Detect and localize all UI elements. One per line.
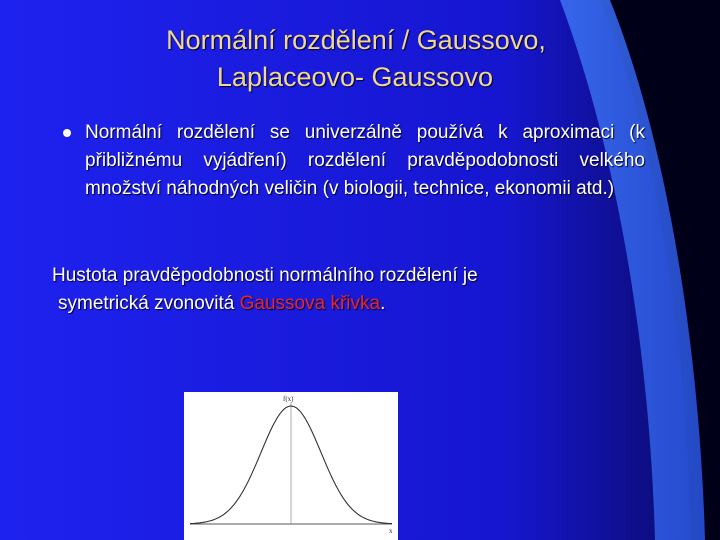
bullet-text: Normální rozdělení se univerzálně používá k aproximaci (k přibližnému vyjádření) rozdělení pravděpodobnosti velkého množství náhodných veličin (v biologii, technice, ekonomii atd.) [85, 122, 645, 199]
paragraph-suffix: . [380, 293, 386, 314]
density-paragraph [46, 262, 666, 318]
title-line-1: Normální rozdělení / Gaussovo, [166, 25, 546, 55]
paragraph-line-2 [46, 290, 666, 318]
gauss-curve-svg [184, 392, 398, 540]
paragraph-line-2-prefix: symetrická zvonovitá [58, 293, 240, 314]
peak-label: f(x) [283, 395, 294, 403]
gauss-curve-figure [184, 392, 398, 540]
paragraph-line-1: Hustota pravděpodobnosti normálního rozdělení je [52, 265, 478, 286]
title-line-2: Laplaceovo- Gaussovo [216, 62, 494, 92]
slide-title [0, 22, 710, 96]
axis-label: x [389, 527, 393, 535]
bullet-dot-icon [63, 129, 71, 137]
gauss-curve-highlight: Gaussova křivka [239, 293, 381, 314]
